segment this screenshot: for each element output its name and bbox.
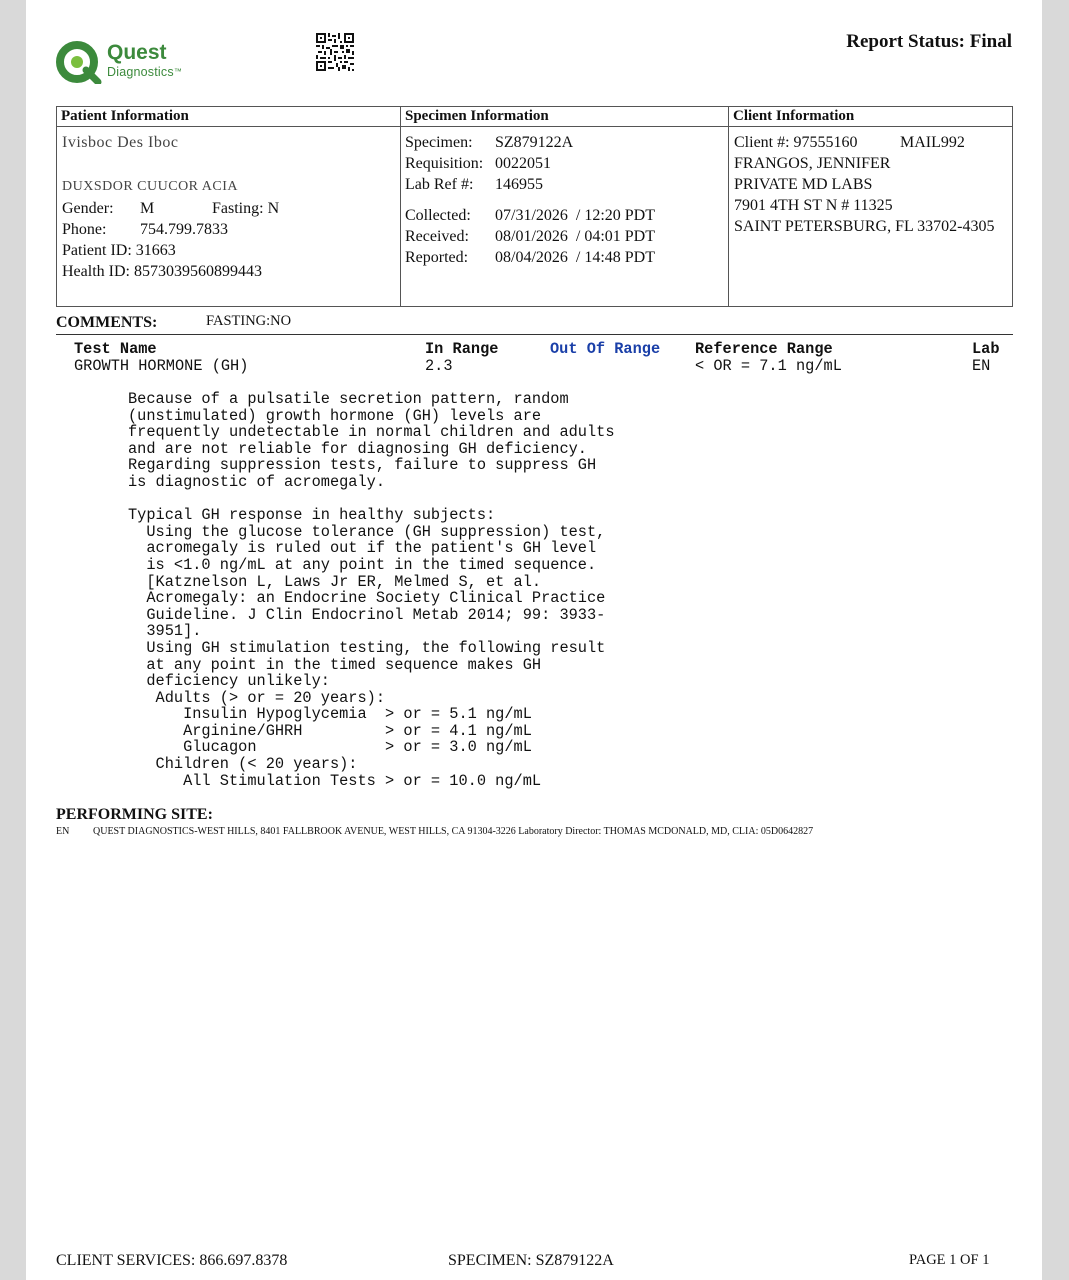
note-line: All Stimulation Tests > or = 10.0 ng/mL	[128, 771, 542, 790]
note-line: Regarding suppression tests, failure to suppress GH	[128, 456, 597, 475]
comments-label: COMMENTS:	[56, 314, 158, 331]
note-line: Using the glucose tolerance (GH suppression) test,	[128, 522, 606, 541]
col-out-of-range: Out Of Range	[550, 340, 661, 358]
specimen-id: Specimen: SZ879122A	[405, 134, 574, 151]
note-line: Guideline. J Clin Endocrinol Metab 2014; 99: 3933-	[128, 605, 606, 624]
note-line: at any point in the timed sequence makes GH	[128, 655, 542, 674]
note-line: Acromegaly: an Endocrine Society Clinical Practice	[128, 589, 606, 608]
result-in-range: 2.3	[425, 357, 453, 375]
note-line: frequently undetectable in normal children and adults	[128, 423, 615, 442]
client-name: FRANGOS, JENNIFER	[734, 155, 891, 172]
note-line: Using GH stimulation testing, the following result	[128, 638, 606, 657]
specimen-information	[401, 107, 729, 306]
client-address-1: 7901 4TH ST N # 11325	[734, 197, 893, 214]
note-line: (unstimulated) growth hormone (GH) levels are	[128, 406, 542, 425]
footer-client-services: CLIENT SERVICES: 866.697.8378	[56, 1252, 288, 1269]
collected: Collected: 07/31/2026 / 12:20 PDT	[405, 207, 656, 224]
lab-ref: Lab Ref #: 146955	[405, 176, 543, 193]
result-lab: EN	[972, 357, 991, 375]
patient-id: Patient ID: 31663	[62, 242, 176, 259]
report-status: Report Status: Final	[846, 31, 1012, 52]
note-line: Adults (> or = 20 years):	[128, 688, 386, 707]
received: Received: 08/01/2026 / 04:01 PDT	[405, 228, 656, 245]
patient-gender: Gender: M Fasting: N	[62, 200, 280, 217]
col-in-range: In Range	[425, 340, 499, 358]
specimen-info-header: Specimen Information	[401, 107, 728, 127]
note-line: and are not reliable for diagnosing GH deficiency.	[128, 439, 587, 458]
quest-logo-icon	[56, 40, 102, 84]
note-line: Glucagon > or = 3.0 ng/mL	[128, 738, 532, 757]
patient-health-id: Health ID: 8573039560899443	[62, 263, 262, 280]
note-line: Typical GH response in healthy subjects:	[128, 506, 496, 525]
col-test-name: Test Name	[74, 340, 157, 358]
comments-value: FASTING:NO	[206, 313, 292, 329]
performing-site-row	[56, 826, 814, 837]
result-reference: < OR = 7.1 ng/mL	[695, 357, 842, 375]
patient-name: Ivisboc Des Iboc	[62, 134, 179, 151]
client-org: PRIVATE MD LABS	[734, 176, 873, 193]
patient-dob: DUXSDOR CUUCOR ACIA	[62, 179, 238, 194]
footer-specimen: SPECIMEN: SZ879122A	[448, 1252, 614, 1269]
note-line: Because of a pulsatile secretion pattern, random	[128, 390, 569, 408]
performing-site-code: EN	[56, 826, 70, 837]
note-line: acromegaly is ruled out if the patient's GH level	[128, 539, 597, 558]
note-line: Children (< 20 years):	[128, 755, 358, 774]
quest-logo	[56, 40, 206, 84]
report-page	[26, 0, 1042, 1280]
note-line: is <1.0 ng/mL at any point in the timed sequence.	[128, 555, 597, 574]
note-line: deficiency unlikely:	[128, 672, 330, 691]
client-info-header: Client Information	[729, 107, 1012, 127]
note-line: 3951].	[128, 622, 202, 641]
performing-site-text: QUEST DIAGNOSTICS-WEST HILLS, 8401 FALLBROOK AVENUE, WEST HILLS, CA 91304-3226 Laboratory Director: THOMAS MCDONALD, MD, CLIA: 05D0642827	[93, 826, 814, 837]
note-line: Insulin Hypoglycemia > or = 5.1 ng/mL	[128, 705, 532, 724]
divider	[56, 334, 1013, 335]
note-line	[128, 491, 615, 508]
requisition: Requisition: 0022051	[405, 155, 551, 172]
patient-information	[57, 107, 401, 306]
reported: Reported: 08/04/2026 / 14:48 PDT	[405, 249, 656, 266]
logo-wordmark: Quest	[107, 41, 167, 64]
col-lab: Lab	[972, 340, 1000, 358]
col-reference-range: Reference Range	[695, 340, 833, 358]
barcode-icon	[316, 33, 354, 71]
info-table	[56, 106, 1013, 307]
client-information	[729, 107, 1012, 306]
result-notes	[128, 391, 615, 789]
patient-phone: Phone: 754.799.7833	[62, 221, 228, 238]
note-line: is diagnostic of acromegaly.	[128, 472, 386, 491]
note-line: [Katznelson L, Laws Jr ER, Melmed S, et al.	[128, 572, 542, 591]
patient-info-header: Patient Information	[57, 107, 400, 127]
logo-subtitle: Diagnostics™	[107, 65, 183, 79]
client-number: Client #: 97555160 MAIL992	[734, 134, 965, 151]
note-line: Arginine/GHRH > or = 4.1 ng/mL	[128, 721, 532, 740]
performing-site-label: PERFORMING SITE:	[56, 806, 213, 823]
result-test-name: GROWTH HORMONE (GH)	[74, 357, 249, 375]
client-address-2: SAINT PETERSBURG, FL 33702-4305	[734, 218, 995, 235]
footer-page: PAGE 1 OF 1	[909, 1252, 990, 1268]
